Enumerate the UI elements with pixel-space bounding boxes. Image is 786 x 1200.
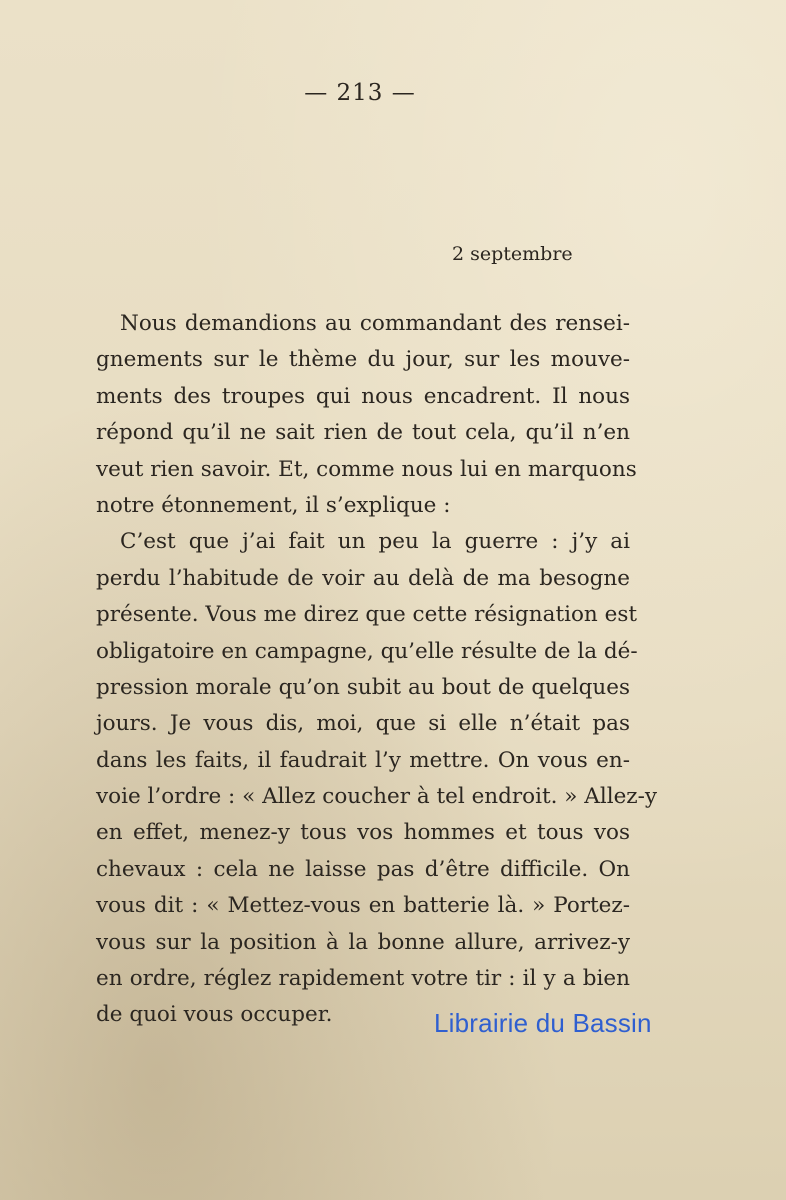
page-number: — 213 — <box>304 80 416 106</box>
date-heading: 2 septembre <box>452 243 573 265</box>
text-line: notre étonnement, il s’explique : <box>96 492 451 518</box>
text-line: pression morale qu’on subit au bout de quelques <box>96 674 630 700</box>
text-line: obligatoire en campagne, qu’elle résulte de la dé- <box>96 638 638 664</box>
text-line: répond qu’il ne sait rien de tout cela, qu’il n’en <box>96 420 630 446</box>
body-text <box>96 306 658 1034</box>
text-line: gnements sur le thème du jour, sur les mouve- <box>96 347 630 373</box>
text-line: présente. Vous me direz que cette résignation est <box>96 602 638 628</box>
text-line: jours. Je vous dis, moi, que si elle n’était pas <box>96 711 630 737</box>
text-line: en ordre, réglez rapidement votre tir : il y a bien <box>96 966 630 992</box>
text-line: ments des troupes qui nous encadrent. Il nous <box>96 383 630 409</box>
text-line: dans les faits, il faudrait l’y mettre. On vous en- <box>96 747 630 773</box>
text-line: voie l’ordre : « Allez coucher à tel endroit. » Allez-y <box>96 784 658 810</box>
watermark-text: Librairie du Bassin <box>434 1008 652 1038</box>
text-line: vous dit : « Mettez-vous en batterie là. » Portez- <box>96 893 630 919</box>
text-line: en effet, menez-y tous vos hommes et tous vos <box>96 820 630 846</box>
text-line: chevaux : cela ne laisse pas d’être difficile. On <box>96 856 630 882</box>
text-line: Nous demandions au commandant des rensei- <box>120 311 630 336</box>
text-line: perdu l’habitude de voir au delà de ma besogne <box>96 565 630 591</box>
text-line: C’est que j’ai fait un peu la guerre : j’y ai <box>120 529 630 555</box>
text-line: veut rien savoir. Et, comme nous lui en marquons <box>96 456 637 482</box>
text-line: de quoi vous occuper. <box>96 1002 333 1028</box>
text-line: vous sur la position à la bonne allure, arrivez-y <box>96 929 630 955</box>
